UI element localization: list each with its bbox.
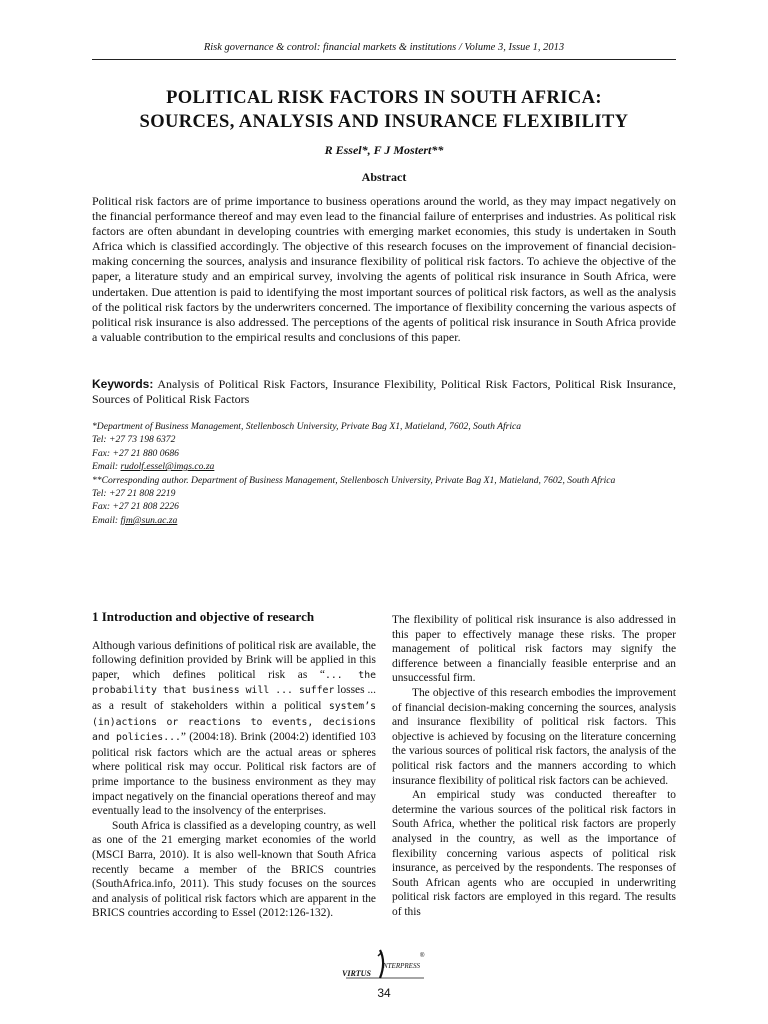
affiliation-1-dept: *Department of Business Management, Stellenbosch University, Private Bag X1, Matieland, 7602, South Africa	[92, 421, 522, 432]
logo-left-text: VIRTUS	[342, 969, 371, 978]
affiliation-1-fax: Fax: +27 21 880 0686	[92, 447, 179, 459]
affiliation-2-fax: Fax: +27 21 808 2226	[92, 501, 179, 513]
left-paragraph-2: South Africa is classified as a developing country, as well as one of the 21 emerging market economies of the world (MSCI Barra, 2010). It is also well-known that South Africa recently became a member of the BRICS countries (SouthAfrica.info, 2011). This study focuses on the sources and analysis of political risk factors which are apparent in the BRICS countries according to Essel (2012:126-132).	[92, 819, 376, 920]
abstract-heading: Abstract	[361, 170, 407, 184]
right-paragraph-2: The objective of this research embodies the improvement of financial decision-making concerning the sources, analysis and insurance flexibility of political risk factors. This objective is achieved by focusing on the literature concerning the various sources of political risk factors, the analysis of the political risk factors and the manners according to which insurance flexibility of political risk factors can be achieved.	[392, 686, 676, 787]
title-line-2: SOURCES, ANALYSIS AND INSURANCE FLEXIBILITY	[139, 112, 629, 132]
keywords-text: Analysis of Political Risk Factors, Insurance Flexibility, Political Risk Factors, Political Risk Insurance, Sources of Political Risk Factors	[92, 377, 676, 406]
affiliation-2-tel: Tel: +27 21 808 2219	[92, 488, 176, 500]
email-link-2[interactable]: fjm@sun.ac.za	[120, 514, 178, 526]
left-paragraph-1: Although various definitions of political risk are available, the following definition provided by Brink will be applied in this paper, which defines political risk as “... the probability that business will ... suffer losses ... as a result of stakeholders within a political system’s (in)actions or reactions to events, decisions and policies...” (2004:18). Brink (2004:2) identified 103 political risk factors which are the actual areas or spheres where political risk may occur. Political risk factors are of prime importance to the business environment as they may impact negatively on the financial operations thereof and may eventually lead to the insolvency of the enterprises.	[92, 639, 377, 818]
virtus-interpress-logo-icon	[340, 948, 430, 984]
title-line-1: POLITICAL RISK FACTORS IN SOUTH AFRICA:	[166, 88, 602, 108]
right-paragraph-3: An empirical study was conducted thereafter to determine the various sources of the political risk factors in South Africa, whether the political risk factors are properly analysed in the country, as well as the importance of flexibility concerning various aspects of political risk insurance, as perceived by the respondents. The responses of South African agents who are occupied in underwriting political risk factors are employed in this regard. The results of this	[392, 789, 676, 918]
running-head: Risk governance & control: financial markets & institutions / Volume 3, Issue 1, 2013	[203, 42, 565, 53]
authors: R Essel*, F J Mostert**	[324, 143, 444, 157]
affiliation-2-dept: **Corresponding author. Department of Business Management, Stellenbosch University, Private Bag X1, Matieland, 7602, South Africa	[92, 474, 616, 486]
right-paragraph-1: The flexibility of political risk insurance is also addressed in this paper to effectively manage these risks. The proper management of political risk factors may signify the difference between a financially feasible enterprise and an unsuccessful firm.	[392, 614, 676, 685]
abstract-body: Political risk factors are of prime importance to business operations around the world, as they may impact negatively on the financial performance thereof and may even lead to the financial failure of enterprises and industries. As political risk factors are often abundant in developing countries with emerging market economies, this study is undertaken in South Africa which is classified accordingly. The objective of this research focuses on the improvement of financial decision-making concerning the sources, analysis and insurance flexibility of political risk factors. To achieve the objective of the paper, a literature study and an empirical survey, involving the agents of political risk insurance in South Africa, were undertaken. Due attention is paid to identifying the most important sources of political risk factors, as well as the analysis of the political risk factors by the underwriters concerned. The importance of flexibility concerning the various aspects of political risk insurance is also addressed. The perceptions of the agents of political risk insurance in South Africa provide a valuable contribution to the empirical results and conclusions of this paper.	[92, 194, 676, 344]
keywords-label: Keywords:	[92, 377, 154, 391]
paper-title	[92, 86, 676, 134]
affiliations	[92, 420, 676, 527]
affiliation-2-email: Email: fjm@sun.ac.za	[92, 514, 178, 526]
publisher-logo	[340, 948, 430, 984]
right-column	[392, 613, 676, 919]
header-rule	[92, 59, 676, 60]
section-heading: 1 Introduction and objective of research	[92, 609, 315, 624]
affiliation-1-email: Email: rudolf.essel@imgs.co.za	[92, 461, 215, 473]
affiliation-1-tel: Tel: +27 73 198 6372	[92, 434, 176, 446]
left-column	[92, 610, 376, 921]
page-number: 34	[377, 986, 391, 1000]
registered-mark: ®	[420, 953, 425, 959]
email-link-1[interactable]: rudolf.essel@imgs.co.za	[120, 461, 215, 473]
logo-right-text: NTERPRESS	[383, 962, 420, 970]
keywords	[92, 377, 676, 407]
